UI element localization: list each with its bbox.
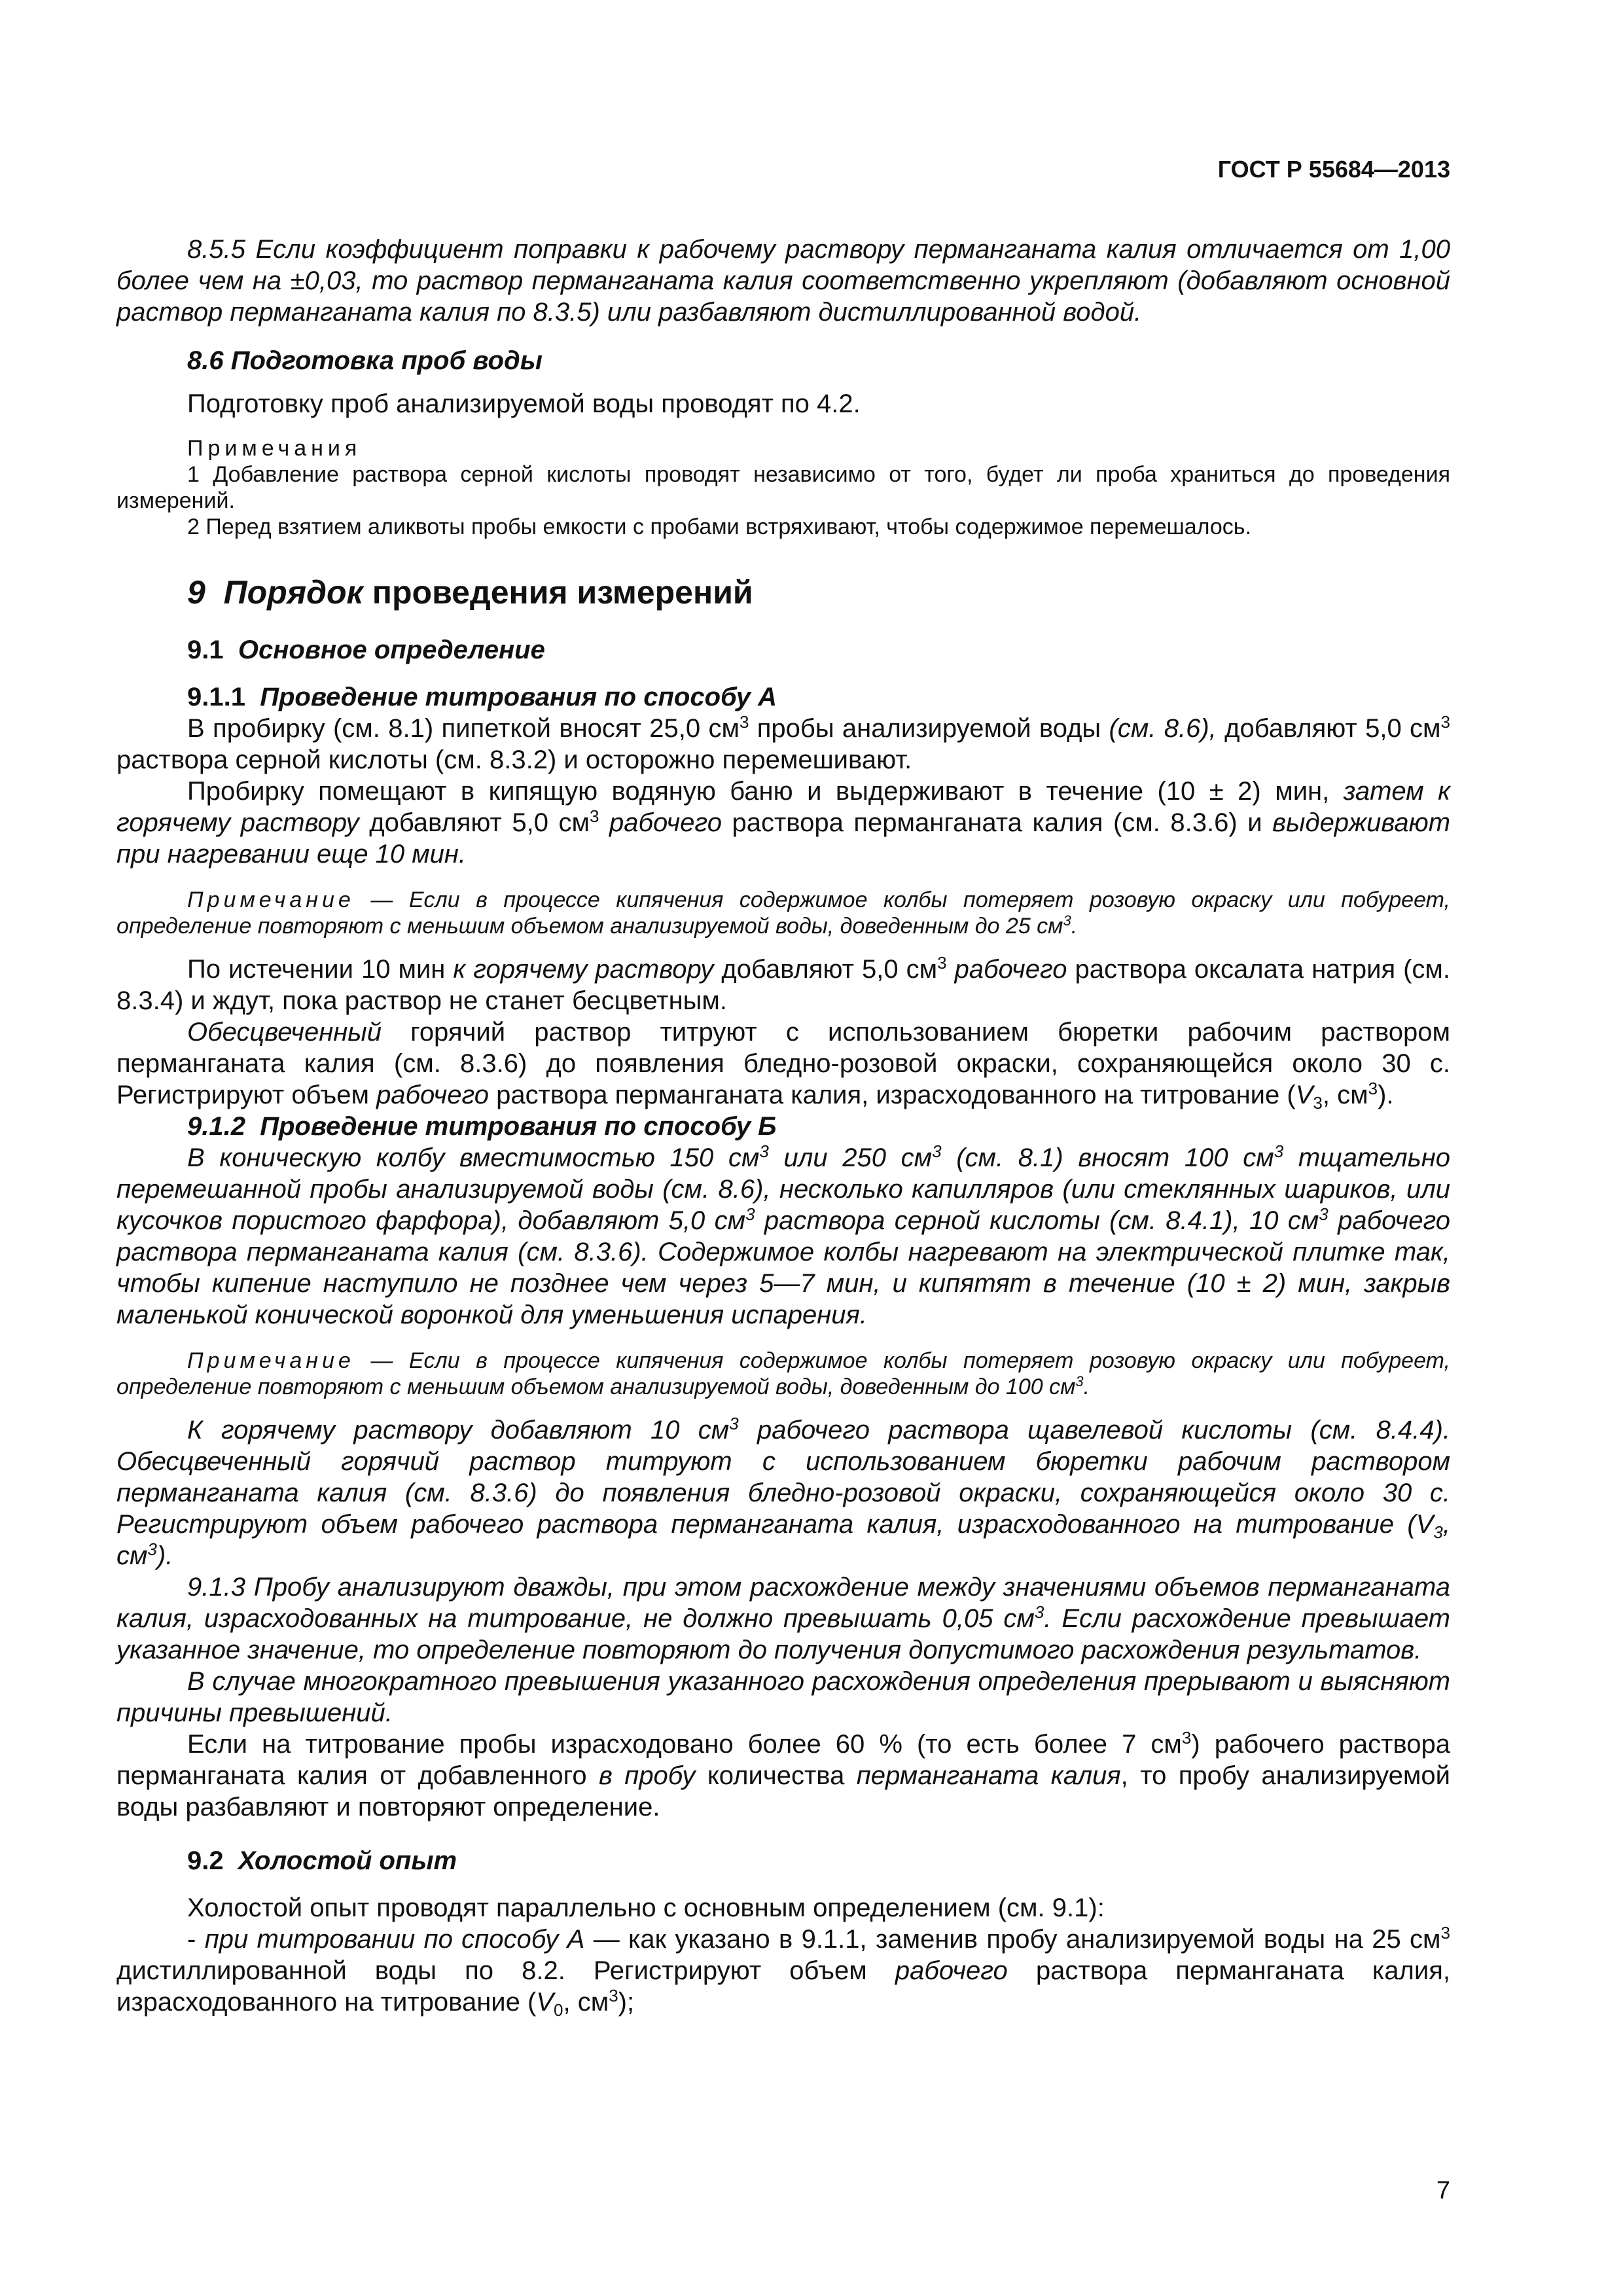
text-run: (см. 8.1) вносят 100 см — [941, 1143, 1274, 1172]
superscript: 3 — [1368, 1079, 1378, 1098]
text-run: рабочего раствора перманганата калия (см. 8.3.6). Содержимое колбы нагревают на электрической плитке так, чтобы кипение наступило не позднее чем через 5—7 мин, и кипятят в течение (10 ± 2) мин, закрыв маленькой конической воронкой для уменьшения испарения. — [116, 1206, 1450, 1329]
superscript: 3 — [739, 712, 749, 732]
superscript: 3 — [1063, 912, 1071, 929]
text-run: - — [187, 1925, 205, 1954]
superscript: 3 — [609, 1986, 618, 2005]
text-run: Обесцвеченный — [187, 1018, 382, 1047]
text-run: в пробу — [599, 1761, 696, 1790]
text-run: горячий раствор титруют с использованием бюретки рабочим раствором перманганата калия (см. 8.3.6) до появления бледно-розовой окраски, сохраняющейся около 30 с. Регистрируют объем — [116, 1018, 1450, 1109]
clause-9-1-2-heading — [187, 1111, 1450, 1142]
clause-9-2-heading — [187, 1845, 1450, 1876]
superscript: 3 — [147, 1539, 157, 1559]
text-run: , то пробу анализируемой воды разбавляют и повторяют определение. — [116, 1761, 1450, 1821]
document-id-header: ГОСТ Р 55684—2013 — [1217, 156, 1450, 183]
clause-9-1-3-para-3 — [116, 1729, 1450, 1823]
text-run: , см — [116, 1510, 1450, 1570]
text-run: при титровании по способу А — [204, 1925, 585, 1954]
note-2: 2 Перед взятием аликвоты пробы емкости с пробами встряхивают, чтобы содержимое перемешалось. — [187, 514, 1251, 539]
text-run: Пробирку помещают в кипящую водяную баню и выдерживают в течение (10 ± 2) мин, — [187, 777, 1344, 806]
text-run: тщательно перемешанной пробы анализируемой воды (см. 8.6), несколько капилляров (или стеклянных шариков, или кусочков пористого фарфора), добавляют 5,0 см — [116, 1143, 1450, 1235]
text-run: рабочего — [609, 808, 722, 837]
clause-8-5-5: 8.5.5 Если коэффициент поправки к рабочему раствору перманганата калия отличается от 1,00 более чем на ±0,03, то раствор перманганата калия соответственно укрепляют (добавляют основной раствор перманганата калия по 8.3.5) или разбавляют дистиллированной водой. — [116, 235, 1450, 327]
text-run: ) рабочего раствора перманганата калия от добавленного — [116, 1730, 1450, 1790]
text-run: добавляют 5,0 см — [1216, 714, 1441, 743]
superscript: 3 — [1034, 1602, 1044, 1622]
section-9-title-italic: Порядок — [223, 574, 363, 611]
text-run: выдерживают при нагревании еще 10 мин. — [116, 808, 1451, 869]
text-run: (см. 8.6), — [1109, 714, 1217, 743]
text-run: — как указано в 9.1.1, заменив пробу анализируемой воды на 25 см — [584, 1925, 1441, 1954]
clause-9-1-title: Основное определение — [238, 636, 545, 664]
note-text: — Если в процессе кипячения содержимое колбы потеряет розовую окраску или побуреет, определение повторяют с меньшим объемом анализируемой воды, доведенным до 25 см — [116, 888, 1450, 939]
note-title: Примечание — [187, 1348, 355, 1373]
text-run: раствора серной кислоты (см. 8.4.1), 10 см — [755, 1206, 1319, 1235]
text-run — [599, 808, 609, 837]
text-run: раствора перманганата калия, израсходованного на титрование ( — [488, 1081, 1296, 1109]
clause-9-1-2-para-2 — [116, 1414, 1450, 1571]
text-run: ); — [618, 1988, 635, 2017]
clause-9-2-para-1: Холостой опыт проводят параллельно с основным определением (см. 9.1): — [187, 1893, 1105, 1922]
clause-8-6-heading: 8.6 Подготовка проб воды — [187, 346, 543, 375]
clause-9-1-1-heading — [187, 681, 1450, 713]
superscript: 3 — [937, 953, 947, 973]
text-run: V — [536, 1988, 554, 2017]
clause-8-6-text: Подготовку проб анализируемой воды проводят по 4.2. — [187, 389, 861, 418]
superscript: 3 — [932, 1141, 942, 1161]
superscript: 3 — [1274, 1141, 1284, 1161]
text-run: раствора перманганата калия, израсходованного на титрование ( — [116, 1956, 1450, 2017]
text-run: рабочего раствора щавелевой кислоты (см. 8.4.4). Обесцвеченный горячий раствор титруют с использованием бюретки рабочим раствором перманганата калия (см. 8.3.6) до появления бледно-розовой окраски, сохраняющейся около 30 с. Регистрируют объем рабочего раствора перманганата калия, израсходованного на титрование ( — [116, 1416, 1451, 1539]
text-run: ). — [1378, 1081, 1394, 1109]
text-run: к горячему раствору — [453, 955, 714, 984]
section-9-heading — [187, 573, 1450, 612]
section-9-number: 9 — [187, 574, 205, 611]
text-run: В пробирку (см. 8.1) пипеткой вносят 25,0 см — [187, 714, 740, 743]
text-run: ). — [156, 1541, 173, 1570]
note-9-1-2: Примечание — Если в процессе кипячения содержимое колбы потеряет розовую окраску или побуреет, определение повторяют с меньшим объемом анализируемой воды, доведенным до 100 $см^3$. — [116, 1348, 1450, 1399]
note-text: — Если в процессе кипячения содержимое колбы потеряет розовую окраску или побуреет, определение повторяют с меньшим объемом анализируемой воды, доведенным до 100 см — [116, 1348, 1450, 1399]
text-run: . Если расхождение превышает указанное значение, то определение повторяют до получения допустимого расхождения результатов. — [116, 1604, 1451, 1664]
text-run: В коническую колбу вместимостью 150 см — [187, 1143, 760, 1172]
superscript: 3 — [729, 1414, 739, 1433]
note-1: 1 Добавление раствора серной кислоты проводят независимо от того, будет ли проба храниться до проведения измерений. — [116, 462, 1450, 513]
text-run: раствора серной кислоты (см. 8.3.2) и осторожно перемешивают. — [116, 745, 912, 774]
text-run: раствора перманганата калия (см. 8.3.6) и — [721, 808, 1273, 837]
clause-9-1-number: 9.1 — [187, 636, 224, 664]
clause-9-1-heading — [187, 634, 1450, 666]
subscript: 3 — [1433, 1522, 1443, 1542]
superscript: 3 — [759, 1141, 769, 1161]
text-run: перманганата калия — [856, 1761, 1121, 1790]
text-run — [947, 955, 955, 984]
clause-9-1-2-number: 9.1.2 — [187, 1112, 245, 1141]
clause-9-1-1-para-4 — [116, 1016, 1450, 1111]
clause-9-1-1-title: Проведение титрования по способу А — [260, 683, 777, 711]
notes-title: Примечания — [187, 436, 362, 461]
clause-9-2-number: 9.2 — [187, 1846, 224, 1875]
section-9-title-rest: проведения измерений — [363, 574, 753, 611]
text-run: пробы анализируемой воды — [749, 714, 1109, 743]
clause-9-2-para-2 — [116, 1924, 1450, 2018]
clause-9-1-3-para-1 — [116, 1571, 1450, 1666]
superscript: 3 — [1075, 1373, 1084, 1390]
note-title: Примечание — [187, 888, 355, 912]
text-run: К горячему раствору добавляют 10 см — [187, 1416, 730, 1444]
text-run: По истечении 10 мин — [187, 955, 454, 984]
text-run: Если на титрование пробы израсходовано более 60 % (то есть более 7 см — [187, 1730, 1182, 1759]
clause-9-2-title: Холостой опыт — [238, 1846, 457, 1875]
text-run: раствора оксалата натрия (см. 8.3.4) и ждут, пока раствор не станет бесцветным. — [116, 955, 1451, 1015]
text-run: рабочего — [954, 955, 1067, 984]
text-run: V — [1416, 1510, 1434, 1539]
text-run: рабочего — [895, 1956, 1008, 1985]
text-run: добавляют 5,0 см — [359, 808, 590, 837]
subscript: 3 — [1313, 1093, 1323, 1113]
note-9-1-1: Примечание — Если в процессе кипячения содержимое колбы потеряет розовую окраску или побуреет, определение повторяют с меньшим объемом анализируемой воды, доведенным до 25 $см^3$. — [116, 888, 1450, 939]
clause-9-1-1-para-2 — [116, 776, 1450, 870]
text-run: 9.1.3 Пробу анализируют дважды, при этом расхождение между значениями объемов перманганата калия, израсходованных на титрование, не должно превышать 0,05 см — [116, 1573, 1450, 1633]
clause-9-1-1-number: 9.1.1 — [187, 683, 245, 711]
page-number: 7 — [1436, 2177, 1450, 2204]
clause-9-1-2-title: Проведение титрования по способу Б — [260, 1112, 777, 1141]
superscript: 3 — [590, 806, 599, 826]
clause-9-1-1-para-3 — [116, 954, 1450, 1016]
page-content — [116, 234, 1450, 2018]
superscript: 3 — [1319, 1204, 1329, 1224]
text-run: добавляют 5,0 см — [713, 955, 938, 984]
superscript: 3 — [1440, 712, 1451, 732]
clause-9-1-2-para-1 — [116, 1142, 1450, 1331]
text-run: , см — [563, 1988, 609, 2017]
subscript: 0 — [554, 2000, 563, 2020]
superscript: 3 — [745, 1204, 755, 1224]
text-run: V — [1295, 1081, 1313, 1109]
text-run: , см — [1322, 1081, 1368, 1109]
notes-8-6 — [116, 435, 1450, 540]
text-run: рабочего — [376, 1081, 489, 1109]
superscript: 3 — [1181, 1728, 1192, 1748]
text-run: затем к горячему раствору — [116, 777, 1450, 837]
clause-9-1-3-para-2: В случае многократного превышения указанного расхождения определения прерывают и выясняют причины превышений. — [116, 1667, 1450, 1727]
superscript: 3 — [1440, 1923, 1451, 1943]
text-run: или 250 см — [768, 1143, 933, 1172]
clause-9-1-1-para-1 — [116, 713, 1450, 776]
text-run: количества — [695, 1761, 857, 1790]
text-run: дистиллированной воды по 8.2. Регистрируют объем — [116, 1956, 895, 1985]
